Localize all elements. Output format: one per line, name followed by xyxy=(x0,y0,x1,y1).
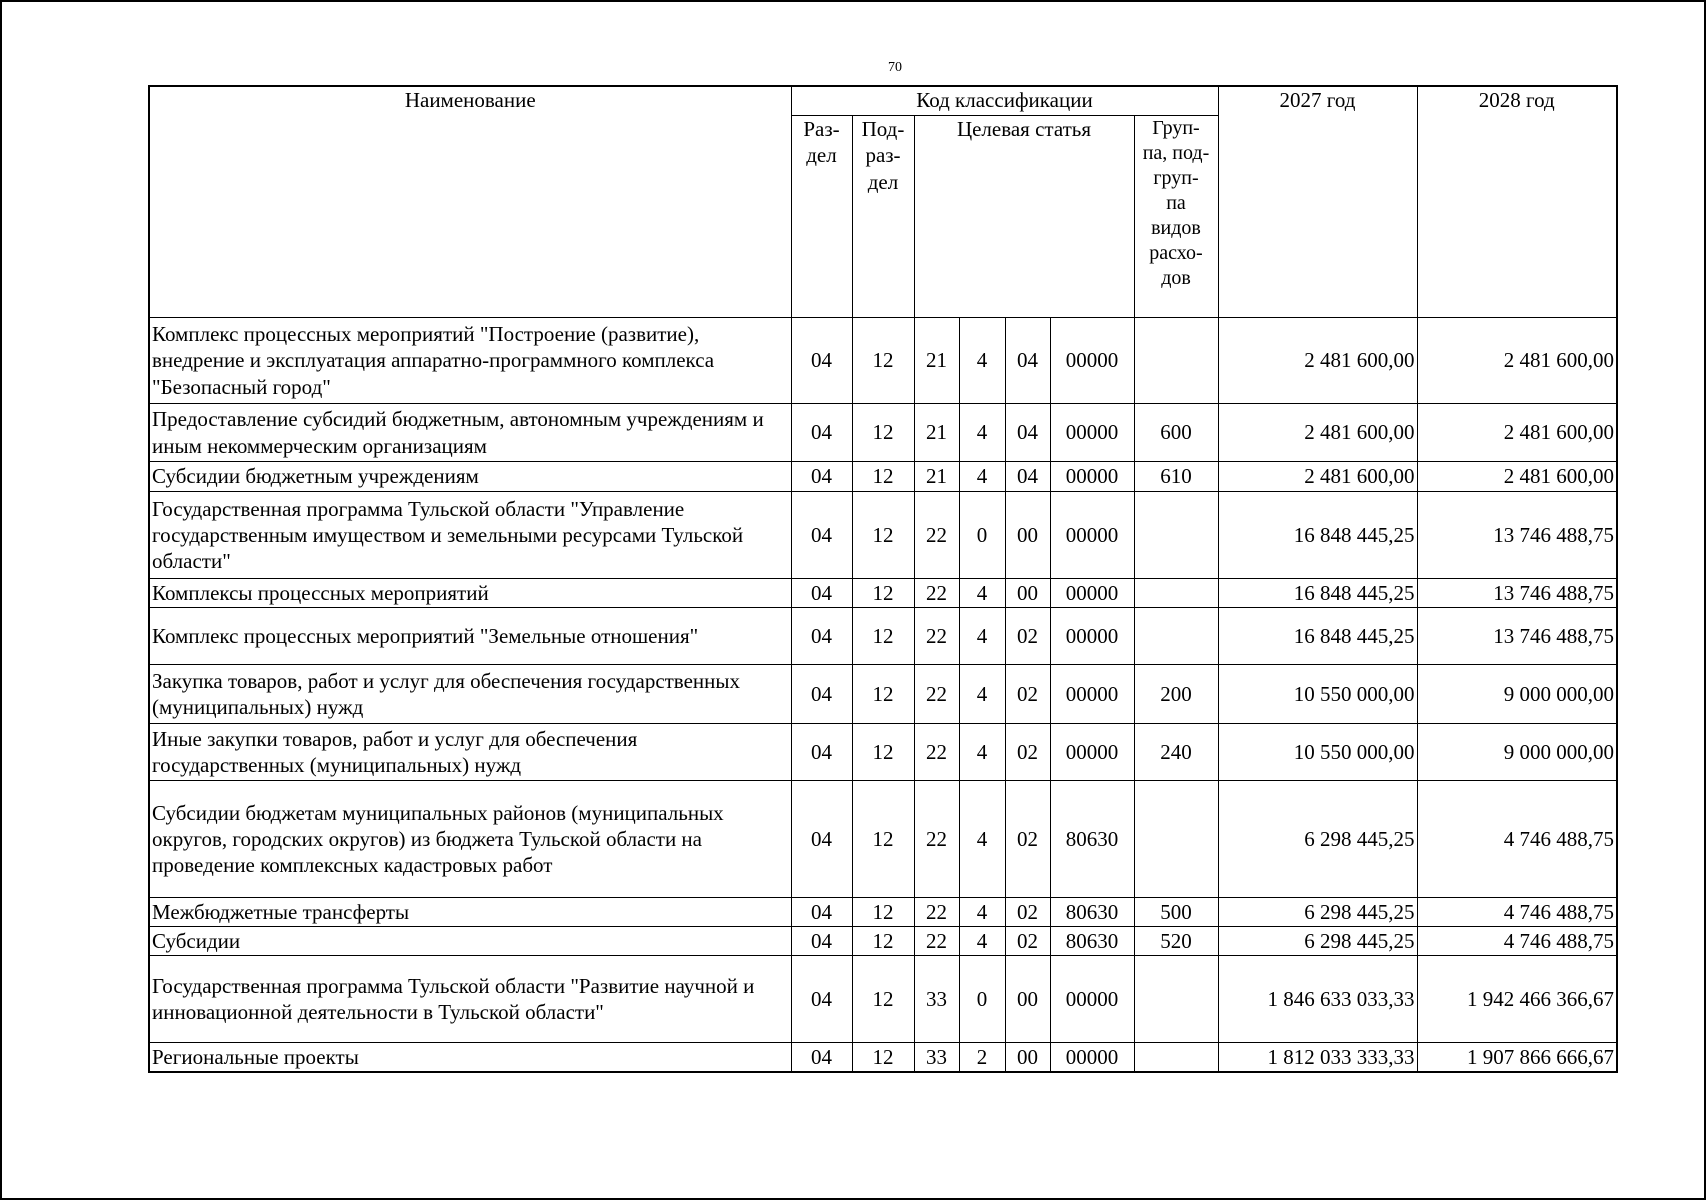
header-target: Целевая статья xyxy=(914,116,1134,318)
table-body xyxy=(149,318,1617,1072)
cell-target-direction: 00000 xyxy=(1050,724,1134,781)
cell-razdel: 04 xyxy=(791,956,852,1043)
cell-target-program: 22 xyxy=(914,492,959,579)
cell-group: 240 xyxy=(1134,724,1218,781)
cell-podrazdel: 12 xyxy=(852,898,914,927)
cell-target-sub: 04 xyxy=(1005,462,1050,492)
cell-amount-2028: 2 481 600,00 xyxy=(1417,318,1617,404)
cell-target-type: 4 xyxy=(959,927,1005,956)
table-row xyxy=(149,665,1617,724)
cell-group xyxy=(1134,781,1218,898)
cell-amount-2028: 2 481 600,00 xyxy=(1417,462,1617,492)
table-row xyxy=(149,608,1617,665)
row-name: Иные закупки товаров, работ и услуг для обеспечения государственных (муниципальных) нужд xyxy=(149,724,791,781)
cell-target-type: 4 xyxy=(959,724,1005,781)
cell-target-sub: 02 xyxy=(1005,608,1050,665)
cell-razdel: 04 xyxy=(791,608,852,665)
cell-target-program: 21 xyxy=(914,404,959,462)
cell-amount-2027: 10 550 000,00 xyxy=(1218,724,1417,781)
cell-target-program: 33 xyxy=(914,1043,959,1072)
table-row xyxy=(149,462,1617,492)
cell-amount-2028: 13 746 488,75 xyxy=(1417,492,1617,579)
cell-target-program: 22 xyxy=(914,608,959,665)
cell-amount-2028: 1 942 466 366,67 xyxy=(1417,956,1617,1043)
cell-target-program: 21 xyxy=(914,318,959,404)
cell-amount-2027: 10 550 000,00 xyxy=(1218,665,1417,724)
cell-amount-2027: 6 298 445,25 xyxy=(1218,781,1417,898)
cell-podrazdel: 12 xyxy=(852,1043,914,1072)
cell-target-direction: 00000 xyxy=(1050,462,1134,492)
cell-razdel: 04 xyxy=(791,318,852,404)
cell-target-direction: 80630 xyxy=(1050,927,1134,956)
cell-target-program: 22 xyxy=(914,579,959,608)
cell-target-program: 22 xyxy=(914,898,959,927)
cell-group: 600 xyxy=(1134,404,1218,462)
cell-group xyxy=(1134,1043,1218,1072)
cell-target-sub: 00 xyxy=(1005,1043,1050,1072)
cell-group xyxy=(1134,608,1218,665)
cell-amount-2027: 16 848 445,25 xyxy=(1218,492,1417,579)
cell-target-type: 4 xyxy=(959,898,1005,927)
cell-amount-2027: 6 298 445,25 xyxy=(1218,927,1417,956)
cell-target-sub: 02 xyxy=(1005,927,1050,956)
cell-razdel: 04 xyxy=(791,898,852,927)
cell-amount-2028: 2 481 600,00 xyxy=(1417,404,1617,462)
cell-target-direction: 80630 xyxy=(1050,781,1134,898)
header-code: Код классификации xyxy=(791,86,1218,116)
cell-podrazdel: 12 xyxy=(852,724,914,781)
cell-podrazdel: 12 xyxy=(852,665,914,724)
cell-amount-2027: 16 848 445,25 xyxy=(1218,579,1417,608)
cell-group: 500 xyxy=(1134,898,1218,927)
table-row xyxy=(149,318,1617,404)
row-name: Региональные проекты xyxy=(149,1043,791,1072)
cell-razdel: 04 xyxy=(791,781,852,898)
cell-amount-2028: 9 000 000,00 xyxy=(1417,665,1617,724)
cell-target-type: 4 xyxy=(959,608,1005,665)
cell-podrazdel: 12 xyxy=(852,579,914,608)
cell-podrazdel: 12 xyxy=(852,462,914,492)
cell-target-direction: 00000 xyxy=(1050,492,1134,579)
table-header xyxy=(149,86,1617,318)
budget-table xyxy=(148,85,1618,1073)
cell-razdel: 04 xyxy=(791,404,852,462)
cell-razdel: 04 xyxy=(791,724,852,781)
header-razdel: Раз- дел xyxy=(791,116,852,318)
cell-target-type: 4 xyxy=(959,404,1005,462)
table-row xyxy=(149,724,1617,781)
row-name: Субсидии бюджетным учреждениям xyxy=(149,462,791,492)
table-row xyxy=(149,956,1617,1043)
table-row xyxy=(149,579,1617,608)
cell-razdel: 04 xyxy=(791,1043,852,1072)
cell-razdel: 04 xyxy=(791,492,852,579)
cell-group xyxy=(1134,318,1218,404)
cell-razdel: 04 xyxy=(791,665,852,724)
cell-target-direction: 00000 xyxy=(1050,956,1134,1043)
header-podrazdel: Под- раз- дел xyxy=(852,116,914,318)
cell-amount-2027: 16 848 445,25 xyxy=(1218,608,1417,665)
cell-group xyxy=(1134,492,1218,579)
cell-target-direction: 00000 xyxy=(1050,1043,1134,1072)
cell-target-type: 4 xyxy=(959,318,1005,404)
row-name: Комплекс процессных мероприятий "Земельные отношения" xyxy=(149,608,791,665)
cell-group xyxy=(1134,956,1218,1043)
cell-target-type: 4 xyxy=(959,665,1005,724)
cell-group xyxy=(1134,579,1218,608)
table-row xyxy=(149,404,1617,462)
table-row xyxy=(149,927,1617,956)
cell-target-program: 22 xyxy=(914,665,959,724)
cell-target-sub: 02 xyxy=(1005,781,1050,898)
cell-razdel: 04 xyxy=(791,927,852,956)
cell-amount-2027: 1 846 633 033,33 xyxy=(1218,956,1417,1043)
cell-target-type: 0 xyxy=(959,492,1005,579)
cell-target-direction: 80630 xyxy=(1050,898,1134,927)
cell-target-sub: 00 xyxy=(1005,956,1050,1043)
cell-target-sub: 00 xyxy=(1005,492,1050,579)
cell-target-direction: 00000 xyxy=(1050,665,1134,724)
cell-target-program: 21 xyxy=(914,462,959,492)
row-name: Государственная программа Тульской области "Развитие научной и инновационной деятельности в Тульской области" xyxy=(149,956,791,1043)
cell-amount-2028: 9 000 000,00 xyxy=(1417,724,1617,781)
row-name: Комплексы процессных мероприятий xyxy=(149,579,791,608)
cell-podrazdel: 12 xyxy=(852,608,914,665)
cell-target-type: 0 xyxy=(959,956,1005,1043)
cell-target-program: 22 xyxy=(914,724,959,781)
row-name: Предоставление субсидий бюджетным, автономным учреждениям и иным некоммерческим организациям xyxy=(149,404,791,462)
cell-target-direction: 00000 xyxy=(1050,608,1134,665)
cell-target-sub: 02 xyxy=(1005,724,1050,781)
cell-target-sub: 04 xyxy=(1005,404,1050,462)
cell-target-sub: 02 xyxy=(1005,665,1050,724)
page-number: 70 xyxy=(888,60,902,75)
cell-amount-2027: 2 481 600,00 xyxy=(1218,318,1417,404)
cell-amount-2028: 4 746 488,75 xyxy=(1417,898,1617,927)
cell-amount-2028: 1 907 866 666,67 xyxy=(1417,1043,1617,1072)
cell-amount-2028: 4 746 488,75 xyxy=(1417,927,1617,956)
cell-target-sub: 02 xyxy=(1005,898,1050,927)
header-group: Груп- па, под- груп- па видов расхо- дов xyxy=(1134,116,1218,318)
cell-group: 520 xyxy=(1134,927,1218,956)
table-row xyxy=(149,492,1617,579)
cell-target-sub: 04 xyxy=(1005,318,1050,404)
cell-amount-2028: 13 746 488,75 xyxy=(1417,608,1617,665)
row-name: Межбюджетные трансферты xyxy=(149,898,791,927)
cell-podrazdel: 12 xyxy=(852,492,914,579)
cell-target-direction: 00000 xyxy=(1050,318,1134,404)
header-year-2027: 2027 год xyxy=(1218,86,1417,318)
cell-amount-2027: 2 481 600,00 xyxy=(1218,404,1417,462)
cell-target-sub: 00 xyxy=(1005,579,1050,608)
cell-target-program: 33 xyxy=(914,956,959,1043)
header-name: Наименование xyxy=(149,86,791,318)
cell-target-type: 4 xyxy=(959,462,1005,492)
cell-amount-2027: 1 812 033 333,33 xyxy=(1218,1043,1417,1072)
cell-target-direction: 00000 xyxy=(1050,404,1134,462)
cell-podrazdel: 12 xyxy=(852,318,914,404)
cell-target-type: 4 xyxy=(959,579,1005,608)
cell-group: 200 xyxy=(1134,665,1218,724)
cell-amount-2027: 2 481 600,00 xyxy=(1218,462,1417,492)
cell-target-type: 2 xyxy=(959,1043,1005,1072)
cell-target-program: 22 xyxy=(914,781,959,898)
cell-razdel: 04 xyxy=(791,579,852,608)
table-row xyxy=(149,1043,1617,1072)
header-year-2028: 2028 год xyxy=(1417,86,1617,318)
table-row xyxy=(149,781,1617,898)
cell-podrazdel: 12 xyxy=(852,927,914,956)
cell-razdel: 04 xyxy=(791,462,852,492)
row-name: Комплекс процессных мероприятий "Построение (развитие), внедрение и эксплуатация аппаратно-программного комплекса "Безопасный город" xyxy=(149,318,791,404)
cell-podrazdel: 12 xyxy=(852,781,914,898)
cell-target-type: 4 xyxy=(959,781,1005,898)
row-name: Закупка товаров, работ и услуг для обеспечения государственных (муниципальных) нужд xyxy=(149,665,791,724)
cell-podrazdel: 12 xyxy=(852,956,914,1043)
cell-amount-2027: 6 298 445,25 xyxy=(1218,898,1417,927)
cell-amount-2028: 13 746 488,75 xyxy=(1417,579,1617,608)
row-name: Субсидии бюджетам муниципальных районов (муниципальных округов, городских округов) из бюджета Тульской области на проведение комплексных кадастровых работ xyxy=(149,781,791,898)
cell-target-direction: 00000 xyxy=(1050,579,1134,608)
table-row xyxy=(149,898,1617,927)
cell-amount-2028: 4 746 488,75 xyxy=(1417,781,1617,898)
row-name: Субсидии xyxy=(149,927,791,956)
row-name: Государственная программа Тульской области "Управление государственным имуществом и земельными ресурсами Тульской области" xyxy=(149,492,791,579)
cell-podrazdel: 12 xyxy=(852,404,914,462)
cell-target-program: 22 xyxy=(914,927,959,956)
cell-group: 610 xyxy=(1134,462,1218,492)
